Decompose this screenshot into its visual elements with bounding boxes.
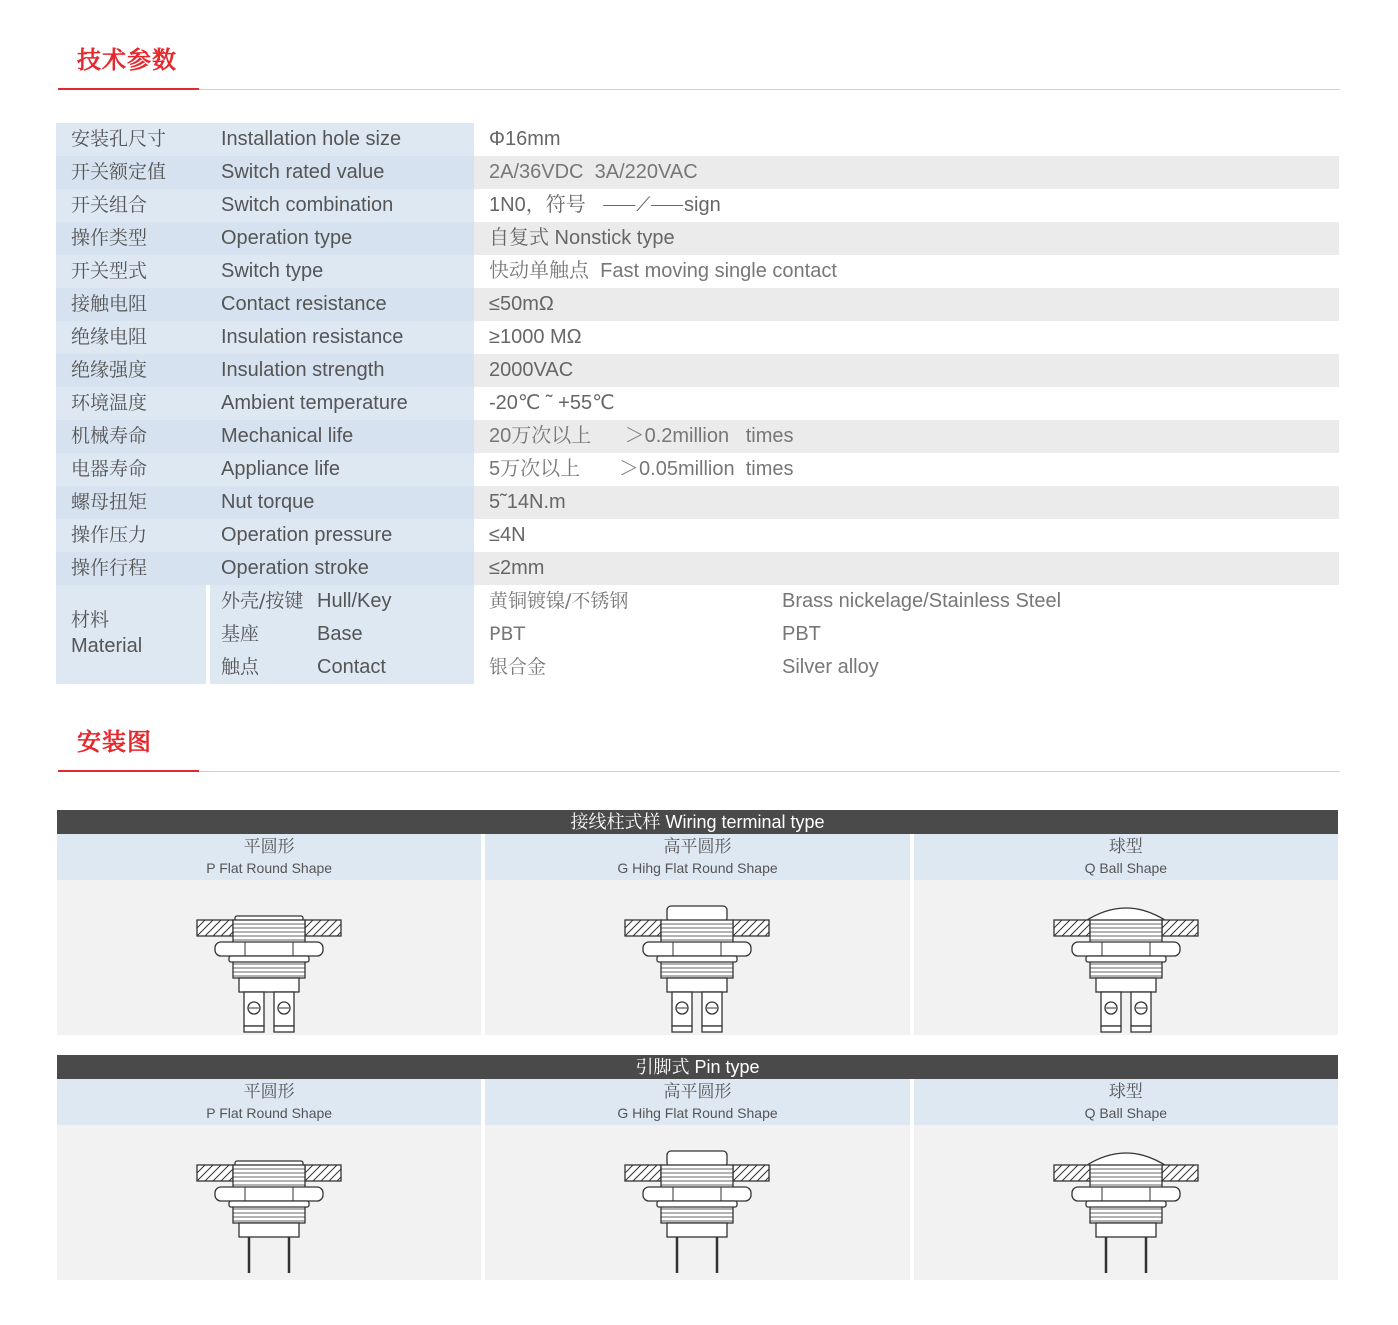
spec-value: -20℃ ˜ +55℃	[489, 392, 615, 414]
spec-label-en: Appliance life	[221, 458, 340, 480]
spec-row	[56, 288, 1339, 321]
shape-name-en: P Flat Round Shape	[206, 860, 333, 876]
spec-label-cn: 机械寿命	[71, 425, 148, 447]
spec-label-cn: 绝缘电阻	[71, 326, 148, 348]
section-divider	[58, 89, 1340, 90]
shape-name-en: P Flat Round Shape	[206, 1105, 333, 1121]
spec-row	[56, 255, 1339, 288]
material-value-en: Silver alloy	[782, 656, 879, 678]
spec-label-cn: 开关型式	[71, 260, 148, 282]
spec-row	[56, 552, 1339, 585]
spec-row	[56, 189, 1339, 222]
spec-label-cn: 安装孔尺寸	[71, 128, 167, 150]
spec-row	[56, 420, 1339, 453]
switch-diagram	[57, 880, 481, 1035]
shape-name-cn: 高平圆形	[663, 1082, 732, 1102]
spec-value: 自复式 Nonstick type	[489, 227, 675, 249]
spec-label-cn: 绝缘强度	[71, 359, 148, 381]
material-label-cn: 材料	[71, 609, 110, 631]
shape-column	[485, 834, 909, 1035]
spec-label-en: Mechanical life	[221, 425, 354, 447]
shape-column	[914, 1079, 1338, 1280]
shape-name-cn: 球型	[1108, 1082, 1143, 1102]
spec-value: 1N0，符号 ⸺⟋⸺sign	[489, 194, 721, 216]
spec-label-cn: 螺母扭矩	[71, 491, 148, 513]
spec-value: 2000VAC	[489, 359, 574, 381]
shape-name-en: Q Ball Shape	[1084, 860, 1168, 876]
material-value-cn: 黄铜镀镍/不锈钢	[489, 590, 629, 612]
shape-name-cn: 平圆形	[243, 837, 295, 857]
material-part-en: Hull/Key	[317, 590, 392, 612]
switch-diagram	[485, 1125, 909, 1280]
spec-label-en: Switch combination	[221, 194, 394, 216]
spec-value: ≤4N	[489, 524, 526, 546]
spec-row	[56, 453, 1339, 486]
spec-value: Φ16mm	[489, 128, 561, 150]
spec-label-en: Operation pressure	[221, 524, 393, 546]
spec-row	[56, 354, 1339, 387]
shape-column	[914, 834, 1338, 1035]
spec-table	[56, 123, 1339, 684]
switch-diagram	[57, 1125, 481, 1280]
shape-column	[57, 1079, 481, 1280]
spec-value: 20万次以上 ＞0.2million times	[489, 425, 794, 447]
spec-label-cn: 接触电阻	[71, 293, 148, 315]
section-title-specs: 技术参数	[77, 46, 177, 74]
shape-name-cn: 球型	[1108, 837, 1143, 857]
material-row	[56, 585, 1339, 684]
material-value-en: Brass nickelage/Stainless Steel	[782, 590, 1062, 612]
spec-label-en: Insulation strength	[221, 359, 385, 381]
spec-label-cn: 操作压力	[71, 524, 148, 546]
shape-name-en: G Hihg Flat Round Shape	[617, 860, 778, 876]
spec-label-en: Operation stroke	[221, 557, 369, 579]
spec-label-cn: 开关组合	[71, 194, 148, 216]
spec-label-cn: 环境温度	[71, 392, 148, 414]
spec-label-en: Installation hole size	[221, 128, 402, 150]
pin-type-panel	[57, 1055, 1338, 1280]
material-part-cn: 基座	[221, 623, 260, 645]
spec-row	[56, 222, 1339, 255]
spec-label-cn: 操作行程	[71, 557, 148, 579]
material-part-cn: 触点	[221, 656, 260, 678]
spec-row	[56, 321, 1339, 354]
spec-label-en: Insulation resistance	[221, 326, 404, 348]
spec-row	[56, 123, 1339, 156]
spec-value: 快动单触点 Fast moving single contact	[489, 260, 837, 282]
material-part-en: Contact	[317, 656, 386, 678]
shape-name-en: G Hihg Flat Round Shape	[617, 1105, 778, 1121]
shape-name-en: Q Ball Shape	[1084, 1105, 1168, 1121]
spec-label-cn: 电器寿命	[71, 458, 148, 480]
spec-label-en: Ambient temperature	[221, 392, 408, 414]
spec-row	[56, 519, 1339, 552]
spec-label-en: Operation type	[221, 227, 353, 249]
material-value-cn: 银合金	[489, 656, 547, 678]
material-value-en: PBT	[782, 623, 821, 645]
spec-value: 2A/36VDC 3A/220VAC	[489, 161, 698, 183]
shape-column	[485, 1079, 909, 1280]
switch-diagram	[914, 1125, 1338, 1280]
spec-label-en: Switch type	[221, 260, 324, 282]
switch-diagram	[485, 880, 909, 1035]
spec-row	[56, 156, 1339, 189]
section-title-install: 安装图	[77, 728, 152, 756]
spec-label-en: Switch rated value	[221, 161, 385, 183]
spec-value: ≤2mm	[489, 557, 545, 579]
panel-title: 接线柱式样 Wiring terminal type	[57, 810, 1338, 834]
spec-label-cn: 开关额定值	[71, 161, 167, 183]
material-label-en: Material	[71, 635, 143, 657]
material-part-cn: 外壳/按键	[221, 590, 304, 612]
shape-column	[57, 834, 481, 1035]
material-part-en: Base	[317, 623, 363, 645]
panel-title: 引脚式 Pin type	[57, 1055, 1338, 1079]
spec-label-en: Contact resistance	[221, 293, 387, 315]
spec-label-cn: 操作类型	[71, 227, 148, 249]
wiring-terminal-panel	[57, 810, 1338, 1035]
spec-row	[56, 387, 1339, 420]
shape-name-cn: 高平圆形	[663, 837, 732, 857]
section-divider	[58, 771, 1340, 772]
spec-value: ≥1000 MΩ	[489, 326, 582, 348]
spec-value: 5万次以上 ＞0.05million times	[489, 458, 794, 480]
switch-diagram	[914, 880, 1338, 1035]
spec-label-en: Nut torque	[221, 491, 315, 513]
spec-value: 5˜14N.m	[489, 491, 566, 513]
shape-name-cn: 平圆形	[243, 1082, 295, 1102]
spec-row	[56, 486, 1339, 519]
material-value-cn: PBT	[489, 623, 526, 645]
spec-value: ≤50mΩ	[489, 293, 554, 315]
